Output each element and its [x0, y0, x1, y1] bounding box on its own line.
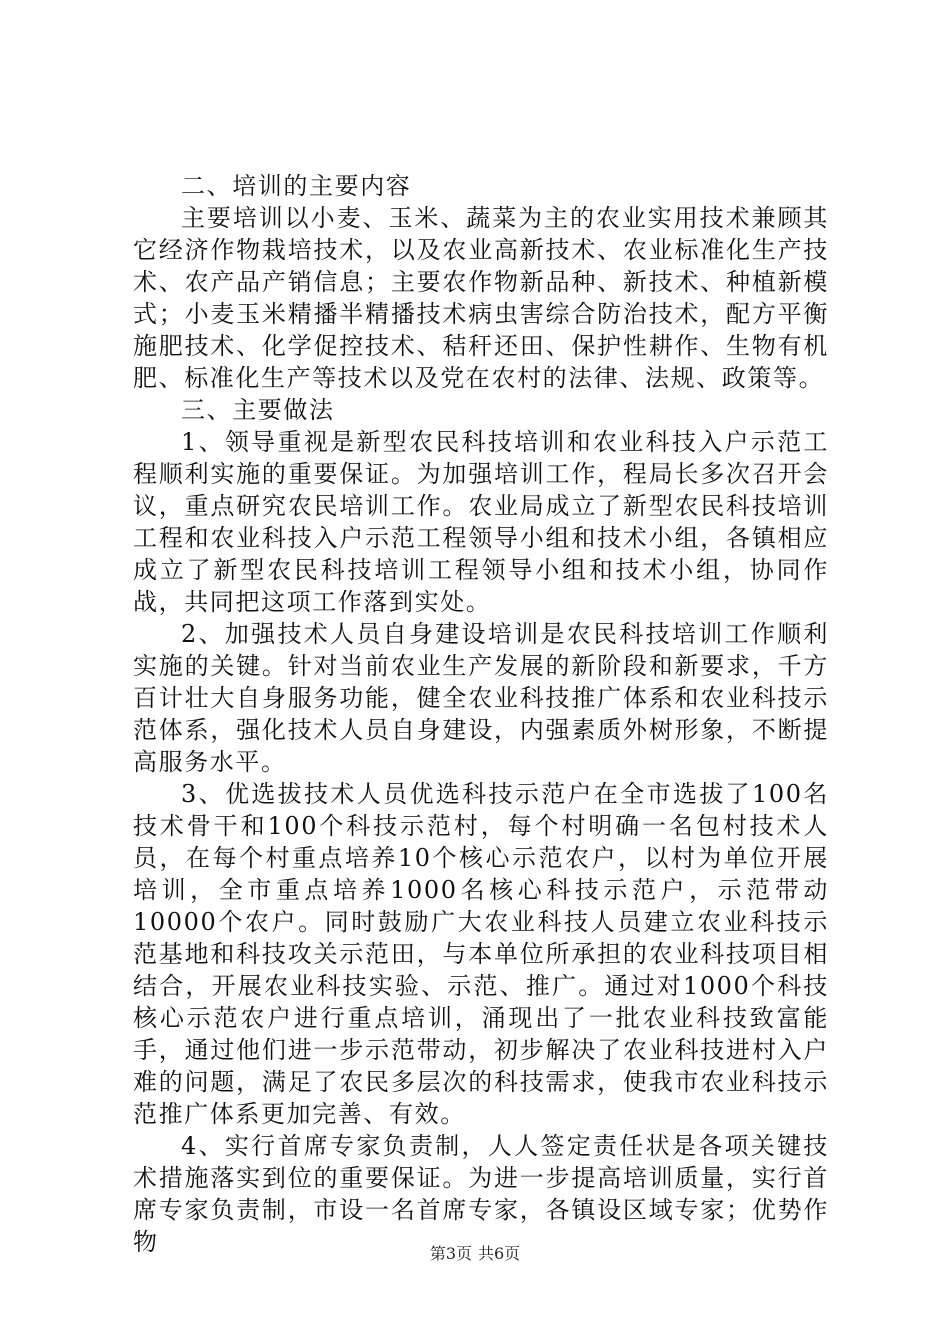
paragraph-item-2: 2、加强技术人员自身建设培训是农民科技培训工作顺利实施的关键。针对当前农业生产发展的新阶段和新要求，千方百计壮大自身服务功能，健全农业科技推广体系和农业科技示范体系，强化技术人员自身建设，内强素质外树形象，不断提高服务水平。: [133, 620, 829, 776]
paragraph-item-1: 1、领导重视是新型农民科技培训和农业科技入户示范工程顺利实施的重要保证。为加强培训工作，程局长多次召开会议，重点研究农民培训工作。农业局成立了新型农民科技培训工程和农业科技入户示范工程领导小组和技术小组，各镇相应成立了新型农民科技培训工程领导小组和技术小组，协同作战，共同把这项工作落到实处。: [133, 428, 829, 616]
paragraph-item-3: 3、优选拔技术人员优选科技示范户在全市选拔了100名技术骨干和100个科技示范村，每个村明确一名包村技术人员，在每个村重点培养10个核心示范农户，以村为单位开展培训，全市重点培养1000名核心科技示范户，示范带动10000个农户。同时鼓励广大农业科技人员建立农业科技示范基地和科技攻关示范田，与本单位所承担的农业科技项目相结合，开展农业科技实验、示范、推广。通过对1000个科技核心示范农户进行重点培训，涌现出了一批农业科技致富能手，通过他们进一步示范带动，初步解决了农业科技进村入户难的问题，满足了农民多层次的科技需求，使我市农业科技示范推广体系更加完善、有效。: [133, 780, 829, 1128]
page-footer: [0, 1244, 950, 1264]
section-heading-main-practices: 三、主要做法: [181, 396, 335, 424]
page-number: 第3页: [429, 1244, 472, 1263]
section-heading-training-content: 二、培训的主要内容: [181, 172, 412, 200]
paragraph-item-4: 4、实行首席专家负责制，人人签定责任状是各项关键技术措施落实到位的重要保证。为进一步提高培训质量，实行首席专家负责制，市设一名首席专家，各镇设区域专家；优势作物: [133, 1132, 829, 1256]
paragraph-training-content: 主要培训以小麦、玉米、蔬菜为主的农业实用技术兼顾其它经济作物栽培技术，以及农业高新技术、农业标准化生产技术、农产品产销信息；主要农作物新品种、新技术、种植新模式；小麦玉米精播半精播技术病虫害综合防治技术，配方平衡施肥技术、化学促控技术、秸秆还田、保护性耕作、生物有机肥、标准化生产等技术以及党在农村的法律、法规、政策等。: [133, 204, 829, 392]
document-body: [133, 170, 829, 1258]
page-total: 共6页: [478, 1244, 521, 1263]
